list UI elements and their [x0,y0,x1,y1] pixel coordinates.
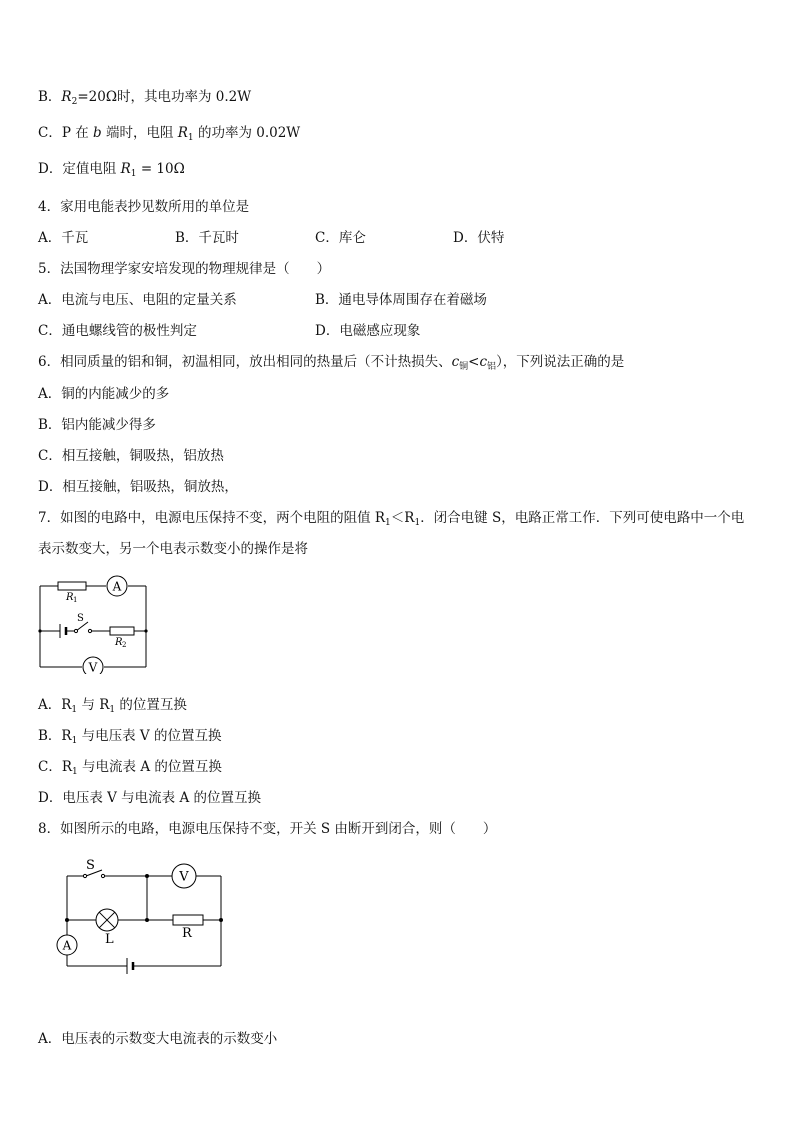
option-text: 与电流表 A 的位置互换 [77,759,222,775]
option-text: 的位置互换 [115,697,187,713]
switch-contact [88,629,91,632]
r1-label: R [66,592,74,603]
junction-dot [38,629,41,632]
switch-contact [83,874,86,877]
stem-text: 6．相同质量的铝和铜，初温相同，放出相同的热量后（不计热损失、 [38,354,452,370]
resistor-label: R [182,926,192,941]
q4-option-d: D．伏特 [453,230,505,246]
q6-option-d: D．相互接触，铝吸热，铜放热， [38,479,238,495]
lamp-label: L [105,932,114,947]
junction-dot [65,918,69,922]
r1-subscript: 1 [73,596,78,604]
option-text: D．定值电阻 [38,161,121,177]
subscript: 2 [71,97,78,107]
junction-dot [145,874,149,878]
switch-label: S [77,613,84,624]
q7-option-a [38,696,187,714]
variable-r: R [120,161,131,177]
subscript: 铝 [487,362,497,372]
q7-option-c [38,758,222,776]
q5-stem: 5．法国物理学家安培发现的物理规律是（ ） [38,261,331,277]
option-text: 与 R [77,697,110,713]
resistor-r1 [58,582,86,590]
subscript: 1 [72,767,78,777]
option-label: B． [38,89,62,105]
q5-option-c: C．通电螺线管的极性判定 [38,323,197,339]
subscript: 铜 [459,362,469,372]
junction-dot [144,629,147,632]
option-text: 的功率为 0.02W [193,125,301,141]
variable-r: R [177,125,188,141]
ammeter-label: A [112,579,122,594]
variable-b: b [93,125,102,141]
voltmeter-label: V [88,660,98,674]
subscript: 1 [71,705,78,715]
option-text: B．R [38,728,72,744]
r2-subscript: 2 [122,641,127,649]
switch-contact [74,629,77,632]
q8-stem: 8．如图所示的电路，电源电压保持不变，开关 S 由断开到闭合，则（ ） [38,821,497,837]
q4-stem: 4．家用电能表抄见数所用的单位是 [38,199,250,215]
q3-option-d [38,160,185,178]
option-text: A．R [38,697,72,713]
q5-option-d: D．电磁感应现象 [315,323,421,339]
stem-text: ．闭合电键 S，电路正常工作．下列可使电路中一个电 [420,510,745,526]
subscript: 1 [385,518,391,528]
q4-option-a: A．千瓦 [38,230,89,246]
switch-contact [101,874,104,877]
q5-option-a: A．电流与电压、电阻的定量关系 [38,292,237,308]
subscript: 1 [130,169,137,179]
variable-r: R [61,89,72,105]
option-text: =20Ω时，其电功率为 0.2W [77,89,252,105]
switch-label: S [86,858,95,873]
less-than-sign: < [468,354,480,370]
option-text: = 10Ω [136,161,185,177]
variable-c: c [479,354,488,370]
option-text: C．P 在 [38,125,93,141]
resistor-r [173,915,203,925]
r2-label: R [115,637,123,648]
stem-text: ＜R [390,510,415,526]
q6-option-b: B．铝内能减少得多 [38,417,156,433]
q8-circuit-diagram [50,855,235,975]
option-text: C．R [38,759,72,775]
option-text: 与电压表 V 的位置互换 [77,728,222,744]
q4-option-c: C．库仑 [315,230,366,246]
option-text: 端时，电阻 [101,125,178,141]
variable-c: c [451,354,460,370]
subscript: 1 [187,133,194,143]
q3-option-b [38,88,251,106]
q3-option-c [38,124,300,142]
ammeter-label: A [62,938,72,953]
q8-option-a: A．电压表的示数变大电流表的示数变小 [38,1031,278,1047]
subscript: 1 [71,736,78,746]
stem-text: 7．如图的电路中，电源电压保持不变，两个电阻的阻值 R [38,510,386,526]
resistor-r2 [110,627,134,635]
q7-stem-line2: 表示数变大，另一个电表示数变小的操作是将 [38,541,308,557]
q6-stem [38,353,624,371]
voltmeter-label: V [179,869,189,885]
q7-circuit-diagram [30,572,160,674]
stem-text: ），下列说法正确的是 [496,354,625,370]
q5-option-b: B．通电导体周围存在着磁场 [315,292,487,308]
subscript: 1 [414,518,421,528]
q7-stem-line1 [38,509,744,527]
subscript: 1 [109,705,116,715]
junction-dot [219,918,223,922]
q7-option-d: D．电压表 V 与电流表 A 的位置互换 [38,790,261,806]
junction-dot [145,918,149,922]
q6-option-c: C．相互接触，铜吸热，铝放热 [38,448,224,464]
q4-option-b: B．千瓦时 [175,230,239,246]
q6-option-a: A．铜的内能减少的多 [38,386,170,402]
q7-option-b [38,727,221,745]
